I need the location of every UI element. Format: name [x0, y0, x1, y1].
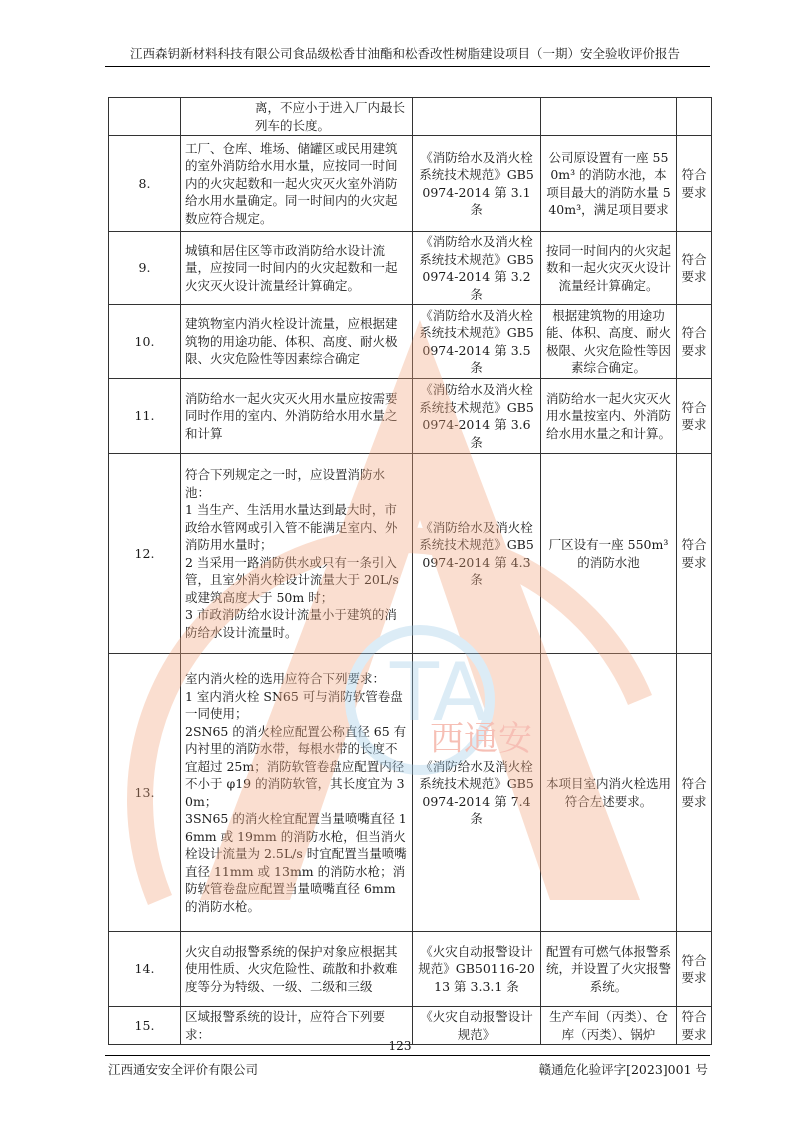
- requirement-cell: 火灾自动报警系统的保护对象应根据其使用性质、火灾危险性、疏散和扑救难度等分为特级、一级、二级和三级: [181, 932, 413, 1007]
- document-header-title: 江西森钥新材料科技有限公司食品级松香甘油酯和松香改性树脂建设项目（一期）安全验收评价报告: [129, 46, 680, 61]
- table-row: [109, 136, 712, 232]
- requirement-cell: 消防给水一起火灾灭火用水量应按需要同时作用的室内、外消防给水用水量之和计算: [181, 379, 413, 454]
- watermark-top-text: 西通安: [430, 719, 532, 759]
- basis-cell: 《消防给水及消火栓系统技术规范》GB50974-2014 第 3.5 条: [413, 305, 541, 379]
- row-number: 10.: [109, 305, 181, 379]
- table-row: [109, 379, 712, 454]
- table-row: [109, 654, 712, 932]
- result-cell: 符合要求: [677, 136, 712, 232]
- result-cell: 符合要求: [677, 654, 712, 932]
- row-number: 15.: [109, 1007, 181, 1045]
- table-row: [109, 305, 712, 379]
- basis-cell: 《消防给水及消火栓系统技术规范》GB50974-2014 第 4.3 条: [413, 454, 541, 654]
- result-cell: 符合要求: [677, 932, 712, 1007]
- status-cell: 根据建筑物的用途功能、体积、高度、耐火极限、火灾危险性等因素综合确定。: [541, 305, 677, 379]
- header-divider: [105, 66, 710, 67]
- table-row: [109, 454, 712, 654]
- watermark-mid-text: TA: [390, 646, 488, 739]
- result-cell: 符合要求: [677, 379, 712, 454]
- requirement-cell: 离，不应小于进入厂内最长列车的长度。: [181, 98, 413, 136]
- status-cell: 按同一时间内的火灾起数和一起火灾灭火设计流量经计算确定。: [541, 232, 677, 305]
- status-cell: 厂区设有一座 550m³ 的消防水池: [541, 454, 677, 654]
- requirement-cell: 城镇和居住区等市政消防给水设计流量，应按同一时间内的火灾起数和一起火灾灭火设计流量经计算确定。: [181, 232, 413, 305]
- requirement-cell: 建筑物室内消火栓设计流量，应根据建筑物的用途功能、体积、高度、耐火极限、火灾危险性等因素综合确定: [181, 305, 413, 379]
- result-cell: 符合要求: [677, 1007, 712, 1045]
- row-number: 12.: [109, 454, 181, 654]
- basis-cell: 《消防给水及消火栓系统技术规范》GB50974-2014 第 7.4 条: [413, 654, 541, 932]
- requirement-cell: 符合下列规定之一时，应设置消防水池： 1 当生产、生活用水量达到最大时，市政给水管网或引入管不能满足室内、外消防用水量时； 2 当采用一路消防供水或只有一条引入管，且室外消火栓设计流量大于 20L/s 或建筑高度大于 50m 时； 3 市政消防给水设计流量小于建筑的消防给水设计流量时。: [181, 454, 413, 654]
- row-number: [109, 98, 181, 136]
- result-cell: 符合要求: [677, 232, 712, 305]
- row-number: 11.: [109, 379, 181, 454]
- row-number: 9.: [109, 232, 181, 305]
- status-cell: [541, 98, 677, 136]
- status-cell: 本项目室内消火栓选用符合左述要求。: [541, 654, 677, 932]
- requirement-cell: 室内消火栓的选用应符合下列要求： 1 室内消火栓 SN65 可与消防软管卷盘一同使用； 2SN65 的消火栓应配置公称直径 65 有内衬里的消防水带，每根水带的长度不宜超过 25m；消防软管卷盘应配置内径不小于 φ19 的消防软管，其长度宜为 30m； 3SN65 的消火栓宜配置当量喷嘴直径 16mm 或 19mm 的消防水枪，但当消火栓设计流量为 2.5L/s 时宜配置当量喷嘴直径 11mm 或 13mm 的消防水枪；消防软管卷盘应配置当量喷嘴直径 6mm 的消防水枪。: [181, 654, 413, 932]
- status-cell: 生产车间（丙类）、仓库（丙类）、锅炉: [541, 1007, 677, 1045]
- table-row: [109, 232, 712, 305]
- requirement-cell: 区域报警系统的设计，应符合下列要求：: [181, 1007, 413, 1045]
- result-cell: [677, 98, 712, 136]
- evaluation-table: [108, 97, 712, 1045]
- basis-cell: 《消防给水及消火栓系统技术规范》GB50974-2014 第 3.1 条: [413, 136, 541, 232]
- status-cell: 公司原设置有一座 550m³ 的消防水池，本项目最大的消防水量 540m³，满足项目要求: [541, 136, 677, 232]
- table-row: [109, 98, 712, 136]
- basis-cell: 《消防给水及消火栓系统技术规范》GB50974-2014 第 3.6 条: [413, 379, 541, 454]
- row-number: 14.: [109, 932, 181, 1007]
- requirement-cell: 工厂、仓库、堆场、储罐区或民用建筑的室外消防给水用水量，应按同一时间内的火灾起数和一起火灾灭火室外消防给水用水量确定。同一时间内的火灾起数应符合规定。: [181, 136, 413, 232]
- basis-cell: 《火灾自动报警设计规范》: [413, 1007, 541, 1045]
- footer-doc-id: 赣通危化验评字[2023]001 号: [538, 1062, 708, 1077]
- result-cell: 符合要求: [677, 305, 712, 379]
- result-cell: 符合要求: [677, 454, 712, 654]
- basis-cell: 《火灾自动报警设计规范》GB50116-2013 第 3.3.1 条: [413, 932, 541, 1007]
- page-number: 123: [388, 1039, 412, 1053]
- status-cell: 消防给水一起火灾灭火用水量按室内、外消防给水用水量之和计算。: [541, 379, 677, 454]
- status-cell: 配置有可燃气体报警系统，并设置了火灾报警系统。: [541, 932, 677, 1007]
- footer-divider: [105, 1055, 710, 1056]
- basis-cell: [413, 98, 541, 136]
- table-row: [109, 932, 712, 1007]
- footer-company: 江西通安安全评价有限公司: [108, 1062, 259, 1077]
- row-number: 13.: [109, 654, 181, 932]
- basis-cell: 《消防给水及消火栓系统技术规范》GB50974-2014 第 3.2 条: [413, 232, 541, 305]
- row-number: 8.: [109, 136, 181, 232]
